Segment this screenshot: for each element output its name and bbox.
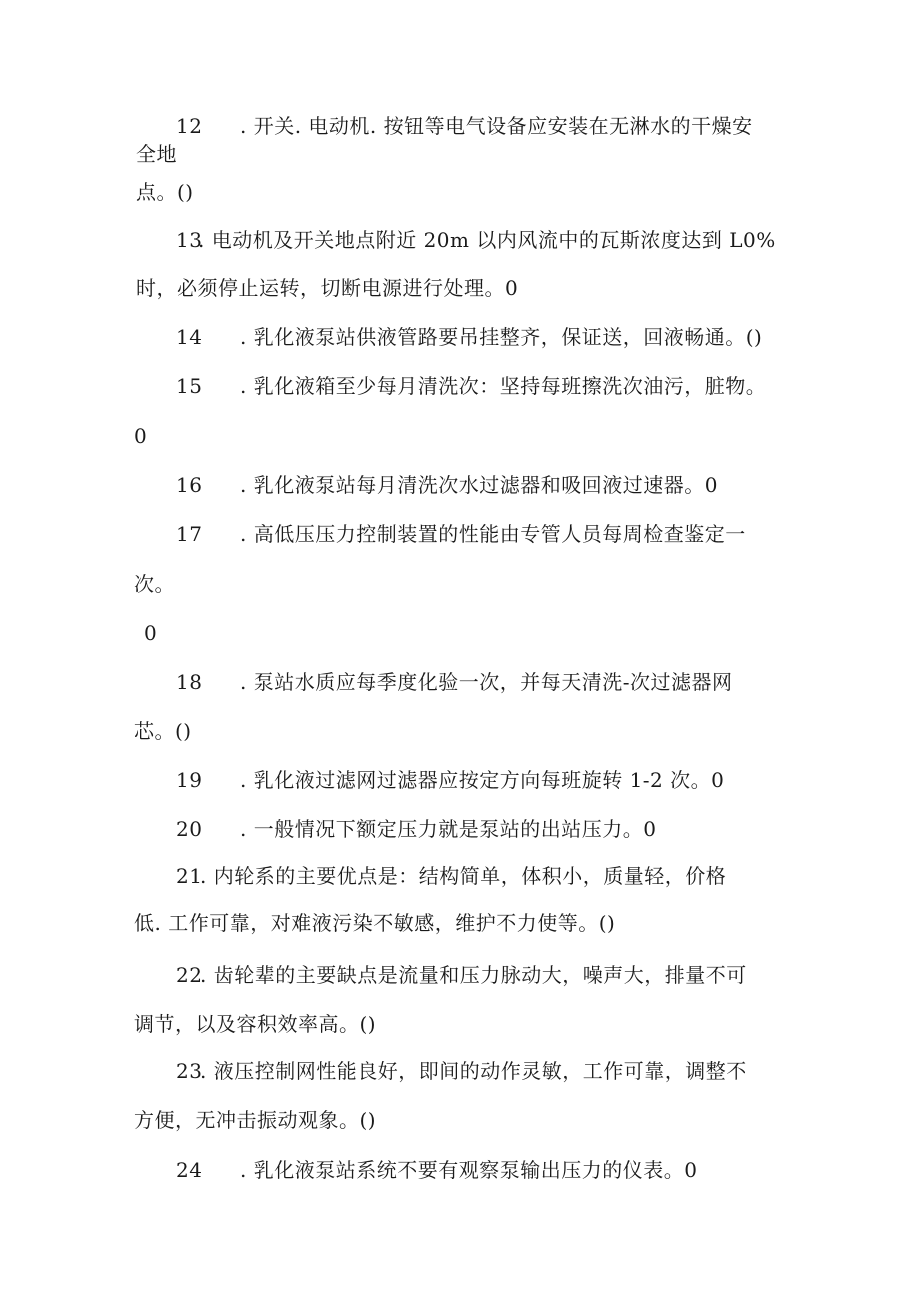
item-19-text: . 乳化液过滤网过滤器应按定方向每班旋转 1-2 次。0 — [240, 768, 725, 792]
item-19-number: 19 — [176, 768, 203, 792]
item-12-text-cont: 全地 — [136, 142, 177, 166]
item-20-text: . 一般情况下额定压力就是泵站的出站压力。0 — [240, 817, 657, 841]
item-23-number: 23 — [176, 1059, 203, 1083]
item-18-text: . 泵站水质应每季度化验一次，并每天清洗-次过滤器网 — [240, 670, 733, 694]
item-17-text: . 高低压压力控制装置的性能由专管人员每周检查鉴定一 — [240, 522, 746, 546]
item-20-number: 20 — [176, 817, 203, 841]
item-16-text: . 乳化液泵站每月清洗次水过滤器和吸回液过速器。0 — [240, 473, 718, 497]
item-22-text-cont: 调节，以及容积效率高。() — [134, 1012, 377, 1036]
item-15-text-cont: 0 — [134, 424, 148, 448]
item-13-number: 13 — [176, 228, 203, 252]
item-12-text-cont: 点。() — [136, 180, 194, 204]
item-22-number: 22 — [176, 963, 203, 987]
item-17-text-cont: 次。 — [134, 572, 175, 596]
item-18-number: 18 — [176, 670, 203, 694]
item-14-text: . 乳化液泵站供液管路要吊挂整齐，保证送，回液畅通。() — [240, 325, 763, 349]
item-14-number: 14 — [176, 325, 203, 349]
item-21-text: . 内轮系的主要优点是：结构简单，体积小，质量轻，价格 — [200, 864, 727, 888]
item-24-text: . 乳化液泵站系统不要有观察泵输出压力的仪表。0 — [240, 1158, 698, 1182]
item-15-text: . 乳化液箱至少每月清洗次：坚持每班擦洗次油污，脏物。 — [240, 374, 767, 398]
item-16-number: 16 — [176, 473, 203, 497]
item-12-number: 12 — [176, 114, 203, 138]
item-23-text-cont: 方便，无冲击振动观象。() — [134, 1108, 377, 1132]
item-22-text: . 齿轮辈的主要缺点是流量和压力脉动大，噪声大，排量不可 — [200, 963, 747, 987]
item-13-text-cont: 时，必须停止运转，切断电源进行处理。0 — [136, 276, 519, 300]
item-21-text-cont: 低. 工作可靠，对难液污染不敏感，维护不力使等。() — [134, 911, 616, 935]
item-21-number: 21 — [176, 864, 203, 888]
item-23-text: . 液压控制网性能良好，即间的动作灵敏，工作可靠，调整不 — [200, 1059, 747, 1083]
item-12-text: . 开关. 电动机. 按钮等电气设备应安装在无淋水的干燥安 — [240, 114, 753, 138]
item-18-text-cont: 芯。() — [134, 719, 192, 743]
item-13-text: . 电动机及开关地点附近 20m 以内风流中的瓦斯浓度达到 L0% — [198, 228, 776, 252]
item-17-text-cont: 0 — [144, 621, 158, 645]
item-24-number: 24 — [176, 1158, 203, 1182]
item-15-number: 15 — [176, 374, 203, 398]
item-17-number: 17 — [176, 522, 203, 546]
